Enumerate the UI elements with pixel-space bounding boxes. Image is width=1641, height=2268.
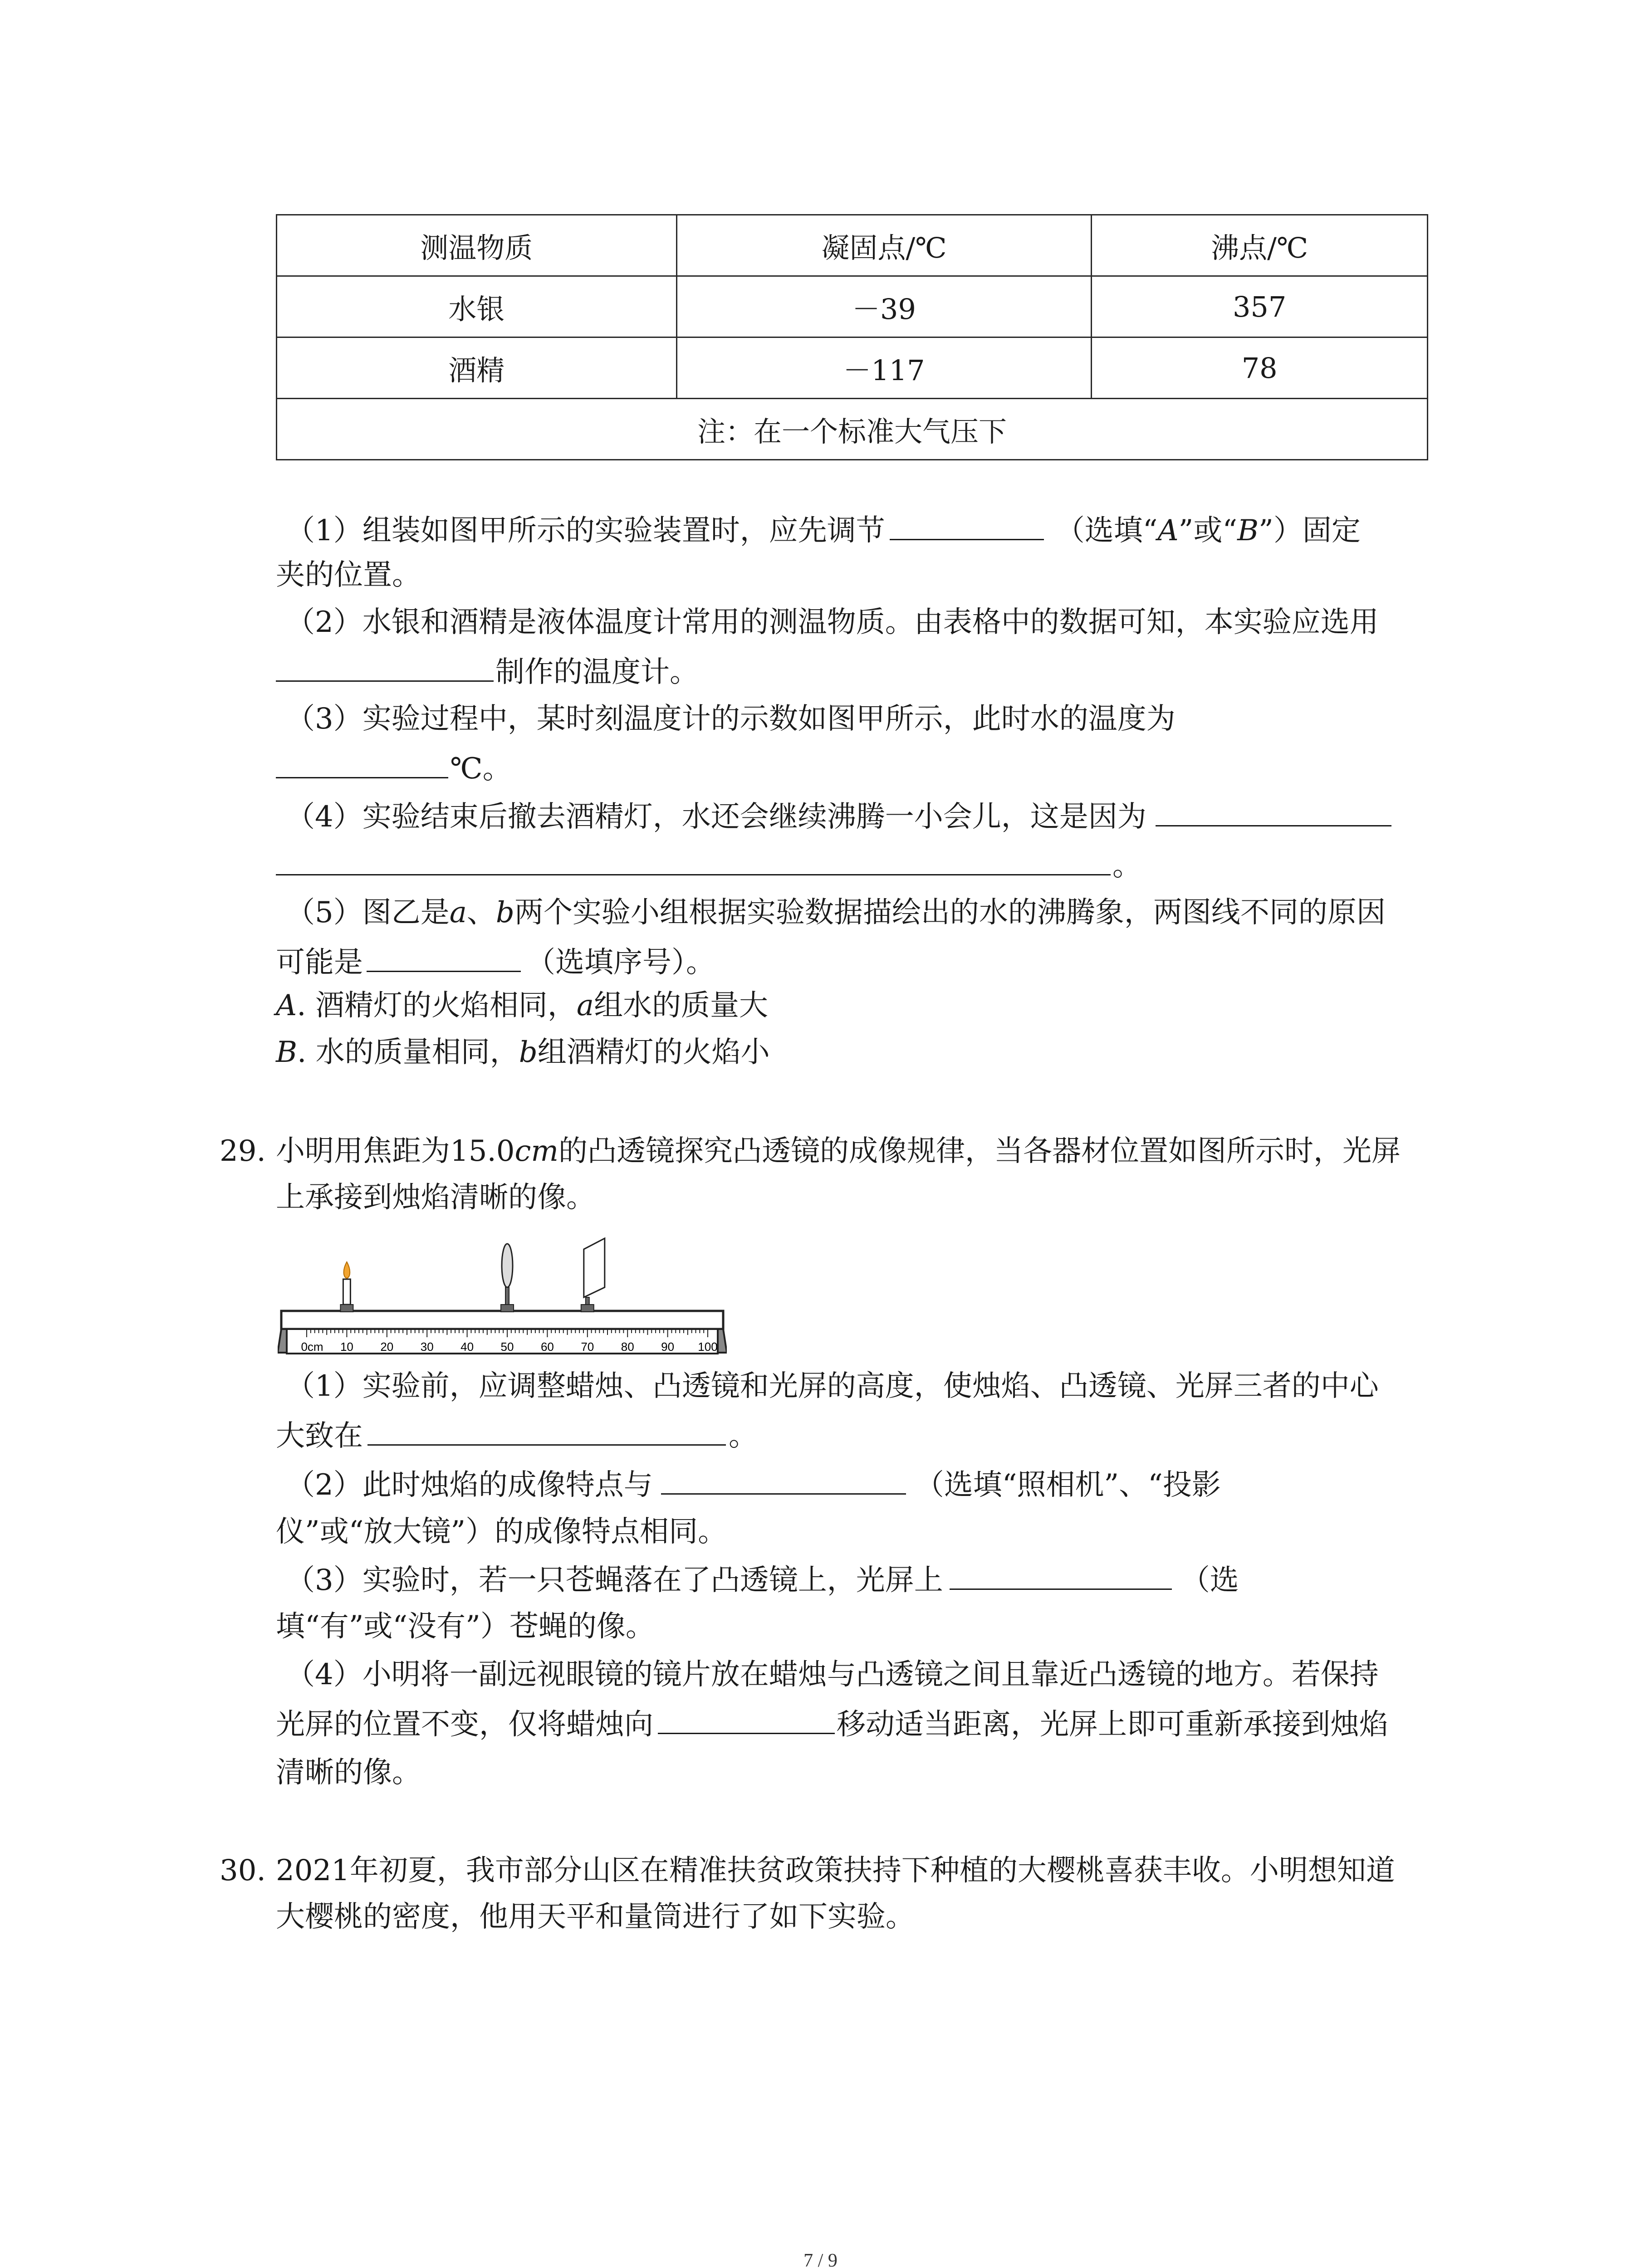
table-row: [277, 276, 1428, 337]
page-number: 7 / 9: [803, 2250, 838, 2268]
q28-option-b: B. 水的质量相同，b组酒精灯的火焰小: [276, 1036, 770, 1069]
q30-number: 30.: [220, 1854, 266, 1887]
candle: [343, 1279, 350, 1305]
bench-rail: [281, 1311, 723, 1329]
q29-number: 29.: [220, 1134, 266, 1168]
answer-blank[interactable]: [276, 850, 1111, 875]
candle-flame: [344, 1262, 350, 1278]
q29-part4-line2: 光屏的位置不变，仅将蜡烛向 移动适当距离，光屏上即可重新承接到烛焰: [276, 1708, 1388, 1741]
convex-lens: [502, 1244, 513, 1287]
q28-part1-line2: 夹的位置。: [276, 558, 421, 592]
lens-base: [501, 1305, 514, 1312]
table-cell: 357: [1092, 276, 1428, 337]
ruler-label: 60: [540, 1340, 554, 1354]
answer-blank[interactable]: [367, 947, 521, 972]
q28-part2-line1: （2）水银和酒精是液体温度计常用的测温物质。由表格中的数据可知，本实验应选用: [286, 606, 1379, 639]
answer-blank[interactable]: [276, 753, 448, 778]
q28-part5-line2: 可能是 （选填序号）。: [276, 946, 715, 979]
answer-blank[interactable]: [950, 1565, 1172, 1590]
q29-stem-line2: 上承接到烛焰清晰的像。: [276, 1181, 595, 1214]
ruler-label: 50: [500, 1340, 514, 1354]
table-header: 凝固点/℃: [676, 215, 1092, 276]
q29-part4-line3: 清晰的像。: [276, 1756, 421, 1789]
table-cell: 78: [1092, 337, 1428, 399]
light-screen: [584, 1238, 605, 1297]
q29-part2-line2: 仪”或“放大镜”）的成像特点相同。: [276, 1515, 727, 1549]
q29-part2-line1: （2）此时烛焰的成像特点与 （选填“照相机”、“投影: [286, 1468, 1221, 1502]
q30-stem-line2: 大樱桃的密度，他用天平和量筒进行了如下实验。: [276, 1900, 915, 1934]
ruler-label: 0cm: [301, 1340, 323, 1354]
ruler-label: 40: [460, 1340, 474, 1354]
ruler-label: 70: [581, 1340, 594, 1354]
q28-option-a: A. 酒精灯的火焰相同，a组水的质量大: [276, 989, 769, 1022]
screen-holder: [586, 1297, 589, 1305]
q29-part1-line2: 大致在 。: [276, 1419, 758, 1453]
q28-part4-line2: 。: [276, 850, 1141, 880]
q29-part4-line1: （4）小明将一副远视眼镜的镜片放在蜡烛与凸透镜之间且靠近凸透镜的地方。若保持: [286, 1658, 1379, 1691]
table-cell: －117: [676, 337, 1092, 399]
answer-blank[interactable]: [367, 1421, 726, 1446]
q28-part2-line2: 制作的温度计。: [276, 657, 699, 687]
candle-holder: [340, 1305, 353, 1312]
table-row: [277, 337, 1428, 399]
ruler-label: 80: [621, 1340, 634, 1354]
answer-blank[interactable]: [1156, 802, 1391, 826]
ruler-label: 100: [698, 1340, 718, 1354]
q29-part1-line1: （1）实验前，应调整蜡烛、凸透镜和光屏的高度，使烛焰、凸透镜、光屏三者的中心: [286, 1369, 1379, 1403]
optical-bench-figure: [278, 1234, 727, 1356]
q28-part1-line1: （1）组装如图甲所示的实验装置时，应先调节 （选填“A”或“B”）固定: [286, 514, 1361, 547]
table-header-row: [277, 215, 1428, 276]
answer-blank[interactable]: [276, 657, 494, 682]
q28-part3-line2: ℃。: [276, 753, 512, 783]
q30-stem-line1: 2021年初夏，我市部分山区在精准扶贫政策扶持下种植的大樱桃喜获丰收。小明想知道: [276, 1854, 1395, 1887]
answer-blank[interactable]: [661, 1470, 906, 1495]
table-note-row: [277, 399, 1428, 460]
table-cell: 水银: [277, 276, 677, 337]
table-note: 注：在一个标准大气压下: [277, 399, 1428, 460]
table-cell: 酒精: [277, 337, 677, 399]
ruler-label: 90: [661, 1340, 675, 1354]
table-header: 测温物质: [277, 215, 677, 276]
screen-base: [581, 1305, 594, 1312]
answer-blank[interactable]: [658, 1709, 835, 1734]
q29-part3-line1: （3）实验时，若一只苍蝇落在了凸透镜上，光屏上 （选: [286, 1564, 1239, 1597]
melting-boiling-table: [276, 214, 1428, 460]
q29-stem-line1: 小明用焦距为15.0cm的凸透镜探究凸透镜的成像规律，当各器材位置如图所示时，光屏: [276, 1134, 1401, 1168]
q28-part5-line1: （5）图乙是a、b两个实验小组根据实验数据描绘出的水的沸腾象，两图线不同的原因: [286, 896, 1386, 929]
table-cell: －39: [676, 276, 1092, 337]
lens-holder: [505, 1287, 509, 1305]
ruler-label: 30: [420, 1340, 434, 1354]
ruler-label: 20: [380, 1340, 394, 1354]
table-header: 沸点/℃: [1092, 215, 1428, 276]
answer-blank[interactable]: [890, 515, 1044, 540]
q29-part3-line2: 填“有”或“没有”）苍蝇的像。: [276, 1610, 655, 1643]
ruler-label: 10: [340, 1340, 353, 1354]
q28-part3-line1: （3）实验过程中，某时刻温度计的示数如图甲所示，此时水的温度为: [286, 702, 1176, 736]
q28-part4-line1: （4）实验结束后撤去酒精灯，水还会继续沸腾一小会儿，这是因为: [286, 802, 1391, 831]
